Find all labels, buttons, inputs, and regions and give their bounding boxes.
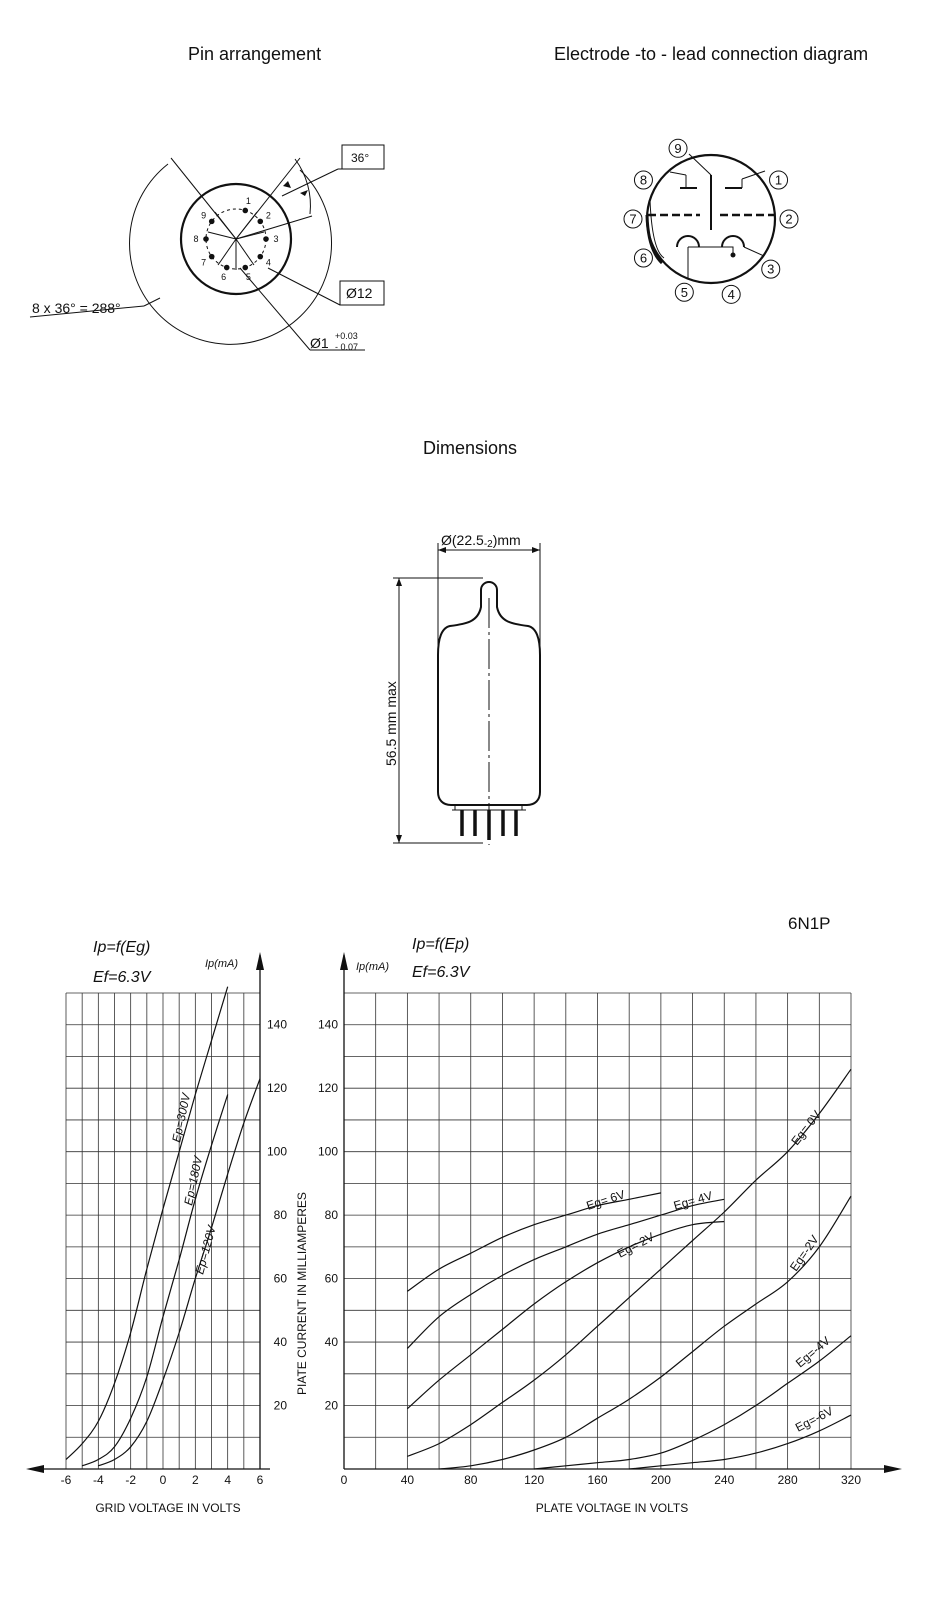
series-label-1: Ep=300V	[169, 1092, 194, 1144]
x-tick-label: 6	[256, 1473, 264, 1487]
x-axis-label: PLATE VOLTAGE IN VOLTS	[535, 1501, 689, 1515]
pin-number-7: 7	[201, 257, 207, 268]
pin-dia-text: Ø1	[310, 335, 329, 351]
chart-subtitle: Ef=6.3V	[93, 969, 151, 986]
y-axis-label: PIATE CURRENT IN MILLIAMPERES	[295, 1192, 309, 1395]
series-label-6: Eg=-4V	[792, 1333, 833, 1371]
tube-type-label: 6N1P	[788, 914, 831, 933]
series-label-4: Eg= 0V	[788, 1107, 824, 1148]
y-tick-label: 40	[273, 1335, 287, 1350]
series-label-2: Ep=180V	[181, 1155, 206, 1207]
x-tick-label: 80	[464, 1473, 478, 1487]
conn-pin-number-7: 7	[629, 211, 637, 227]
x-tick-label: 2	[191, 1473, 199, 1487]
series-label-5: Eg=-2V	[786, 1232, 822, 1274]
pin-number-1: 1	[245, 195, 251, 206]
pin-number-9: 9	[201, 210, 207, 221]
pin-number-3: 3	[273, 234, 279, 244]
series-label-3: Ep=120V	[192, 1224, 219, 1276]
x-tick-label: -6	[60, 1473, 72, 1487]
pin-arrangement-title: Pin arrangement	[188, 44, 322, 64]
y-axis-arrow	[256, 952, 264, 970]
x-tick-label: 0	[340, 1473, 348, 1487]
pin-tol-plus: +0.03	[335, 331, 358, 341]
series-label-2: Eg= 4V	[671, 1188, 714, 1213]
height-text: 56.5 mm max	[383, 681, 399, 766]
conn-pin-number-2: 2	[785, 211, 793, 227]
y-axis-arrow	[340, 952, 348, 970]
circle-dia-text: Ø12	[346, 285, 373, 301]
y-tick-label: 40	[324, 1335, 338, 1350]
y-tick-label: 140	[266, 1017, 287, 1032]
x-axis-label: GRID VOLTAGE IN VOLTS	[95, 1501, 241, 1515]
x-tick-label: 320	[840, 1473, 862, 1487]
dimensions-title: Dimensions	[423, 438, 518, 458]
chart-subtitle: Ef=6.3V	[412, 964, 470, 981]
pin-tol-minus: - 0.07	[335, 342, 359, 352]
x-tick-label: 0	[159, 1473, 167, 1487]
y-tick-label: 20	[324, 1398, 338, 1413]
series-label-3: Eg= 2V	[614, 1229, 657, 1261]
y-tick-label: 120	[266, 1081, 287, 1096]
conn-pin-number-6: 6	[639, 250, 648, 266]
y-tick-label: 60	[324, 1271, 338, 1286]
y-unit-label: Ip(mA)	[205, 958, 238, 970]
pin-number-6: 6	[221, 272, 227, 283]
x-tick-label: -4	[92, 1473, 104, 1487]
x-tick-label: 160	[587, 1473, 608, 1487]
y-tick-label: 100	[266, 1144, 287, 1159]
pin-number-8: 8	[193, 234, 199, 244]
conn-pin-number-3: 3	[767, 261, 775, 277]
angle-box-text: 36°	[351, 151, 370, 165]
chart-ip-ep	[295, 936, 902, 1515]
connection-diagram-title: Electrode -to - lead connection diagram	[554, 44, 869, 64]
pin-number-5: 5	[245, 272, 251, 283]
x-tick-label: 280	[777, 1473, 798, 1487]
x-tick-label: 120	[524, 1473, 545, 1487]
conn-pin-number-1: 1	[774, 172, 783, 188]
x-tick-label: 200	[650, 1473, 671, 1487]
y-tick-label: 120	[317, 1081, 338, 1096]
chart-ip-eg	[26, 939, 287, 1515]
x-axis-arrow	[884, 1465, 902, 1473]
chart-title: Ip=f(Eg)	[93, 939, 151, 956]
pin-number-4: 4	[265, 257, 271, 268]
chart-title: Ip=f(Ep)	[412, 936, 470, 953]
pin-number-2: 2	[265, 210, 271, 221]
y-tick-label: 140	[317, 1017, 338, 1032]
x-tick-label: 240	[714, 1473, 735, 1487]
x-tick-label: 4	[224, 1473, 232, 1487]
y-tick-label: 80	[324, 1208, 338, 1223]
y-tick-label: 80	[273, 1208, 287, 1223]
conn-pin-number-8: 8	[639, 172, 648, 188]
conn-pin-number-4: 4	[727, 286, 735, 302]
x-tick-label: 40	[400, 1473, 415, 1487]
conn-pin-number-5: 5	[680, 284, 688, 300]
series-label-7: Eg=-6V	[793, 1403, 836, 1435]
y-tick-label: 60	[273, 1271, 287, 1286]
y-tick-label: 100	[317, 1144, 338, 1159]
conn-pin-number-9: 9	[674, 140, 682, 156]
y-unit-label: Ip(mA)	[356, 961, 389, 973]
total-angle-text: 8 x 36° = 288°	[32, 300, 121, 316]
x-tick-label: -2	[125, 1473, 137, 1487]
y-tick-label: 20	[273, 1398, 287, 1413]
series-label-1: Eg= 6V	[584, 1187, 627, 1213]
diameter-text: Ø(22.5-2)mm	[441, 532, 521, 550]
x-axis-arrow	[26, 1465, 44, 1473]
